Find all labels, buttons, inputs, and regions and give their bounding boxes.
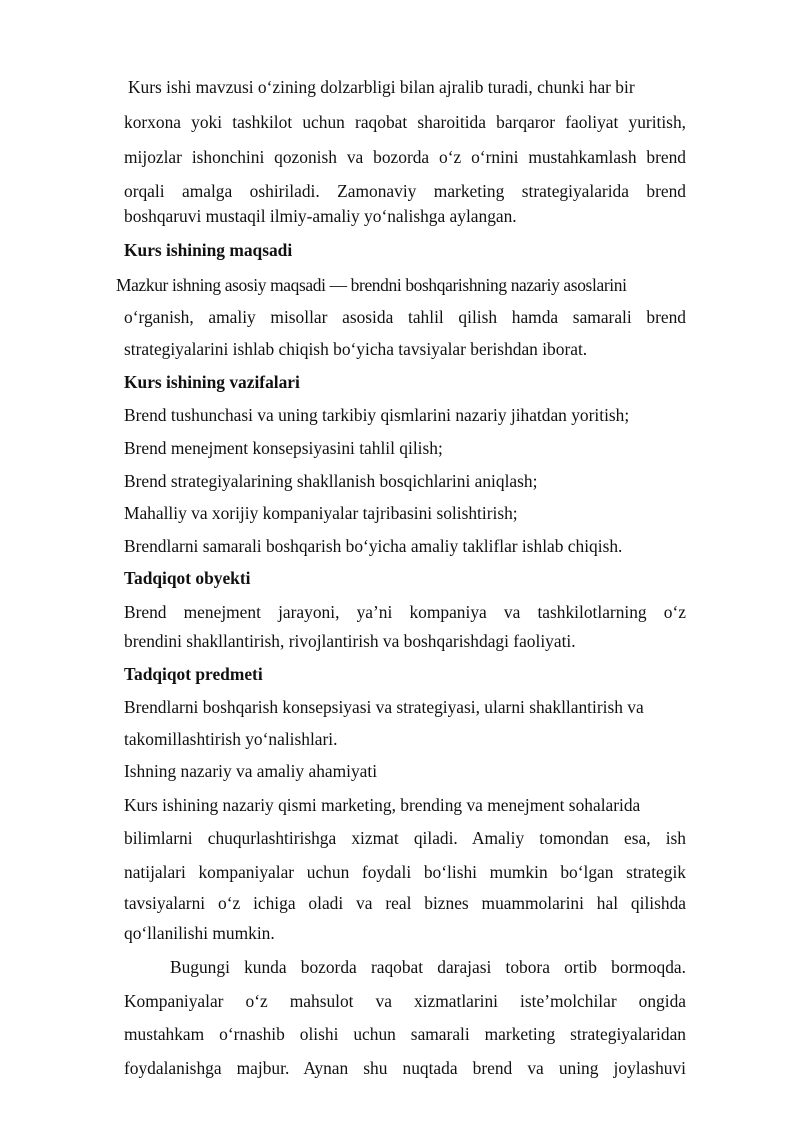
vazifa-item-2: Brend menejment konsepsiyasini tahlil qilish; xyxy=(124,438,443,458)
ahamiyat-line-1: Kurs ishining nazariy qismi marketing, brending va menejment sohalarida xyxy=(124,795,641,815)
ahamiyat-line-5: qo‘llanilishi mumkin. xyxy=(124,923,275,943)
heading-maqsadi: Kurs ishining maqsadi xyxy=(124,240,293,260)
vazifa-item-1: Brend tushunchasi va uning tarkibiy qismlarini nazariy jihatdan yoritish; xyxy=(124,405,630,425)
maqsad-line-2: o‘rganish, amaliy misollar asosida tahlil qilish hamda samarali brend xyxy=(124,307,686,327)
body-line-1: Bugungi kunda bozorda raqobat darajasi tobora ortib bormoqda. xyxy=(170,957,686,977)
intro-line-3: mijozlar ishonchini qozonish va bozorda o‘z o‘rnini mustahkamlash brend xyxy=(124,147,686,167)
body-line-4: foydalanishga majbur. Aynan shu nuqtada brend va uning joylashuvi xyxy=(124,1058,686,1078)
heading-predmeti: Tadqiqot predmeti xyxy=(124,664,263,684)
body-line-3: mustahkam o‘rnashib olishi uchun samarali marketing strategiyalaridan xyxy=(124,1024,686,1044)
heading-ahamiyati: Ishning nazariy va amaliy ahamiyati xyxy=(124,761,378,781)
intro-line-4: orqali amalga oshiriladi. Zamonaviy marketing strategiyalarida brend xyxy=(124,181,686,201)
ahamiyat-line-2: bilimlarni chuqurlashtirishga xizmat qiladi. Amaliy tomondan esa, ish xyxy=(124,828,686,848)
vazifa-item-5: Brendlarni samarali boshqarish bo‘yicha amaliy takliflar ishlab chiqish. xyxy=(124,536,623,556)
predmet-line-1: Brendlarni boshqarish konsepsiyasi va strategiyasi, ularni shakllantirish va xyxy=(124,697,644,717)
heading-vazifalari: Kurs ishining vazifalari xyxy=(124,372,300,392)
ahamiyat-line-4: tavsiyalarni o‘z ichiga oladi va real biznes muammolarini hal qilishda xyxy=(124,893,686,913)
intro-line-2: korxona yoki tashkilot uchun raqobat sharoitida barqaror faoliyat yuritish, xyxy=(124,112,686,132)
obyekt-line-2: brendini shakllantirish, rivojlantirish va boshqarishdagi faoliyati. xyxy=(124,631,576,651)
body-line-2: Kompaniyalar o‘z mahsulot va xizmatlarini iste’molchilar ongida xyxy=(124,991,686,1011)
vazifa-item-4: Mahalliy va xorijiy kompaniyalar tajribasini solishtirish; xyxy=(124,503,518,523)
vazifa-item-3: Brend strategiyalarining shakllanish bosqichlarini aniqlash; xyxy=(124,471,538,491)
maqsad-line-1: Mazkur ishning asosiy maqsadi — brendni boshqarishning nazariy asoslarini xyxy=(116,275,627,295)
predmet-line-2: takomillashtirish yo‘nalishlari. xyxy=(124,729,338,749)
maqsad-line-3: strategiyalarini ishlab chiqish bo‘yicha tavsiyalar berishdan iborat. xyxy=(124,339,588,359)
heading-obyekti: Tadqiqot obyekti xyxy=(124,568,251,588)
intro-line-1: Kurs ishi mavzusi o‘zining dolzarbligi bilan ajralib turadi, chunki har bir xyxy=(128,77,635,97)
intro-line-5: boshqaruvi mustaqil ilmiy-amaliy yo‘nalishga aylangan. xyxy=(124,206,517,226)
obyekt-line-1: Brend menejment jarayoni, ya’ni kompaniya va tashkilotlarning o‘z xyxy=(124,602,686,622)
ahamiyat-line-3: natijalari kompaniyalar uchun foydali bo‘lishi mumkin bo‘lgan strategik xyxy=(124,862,686,882)
